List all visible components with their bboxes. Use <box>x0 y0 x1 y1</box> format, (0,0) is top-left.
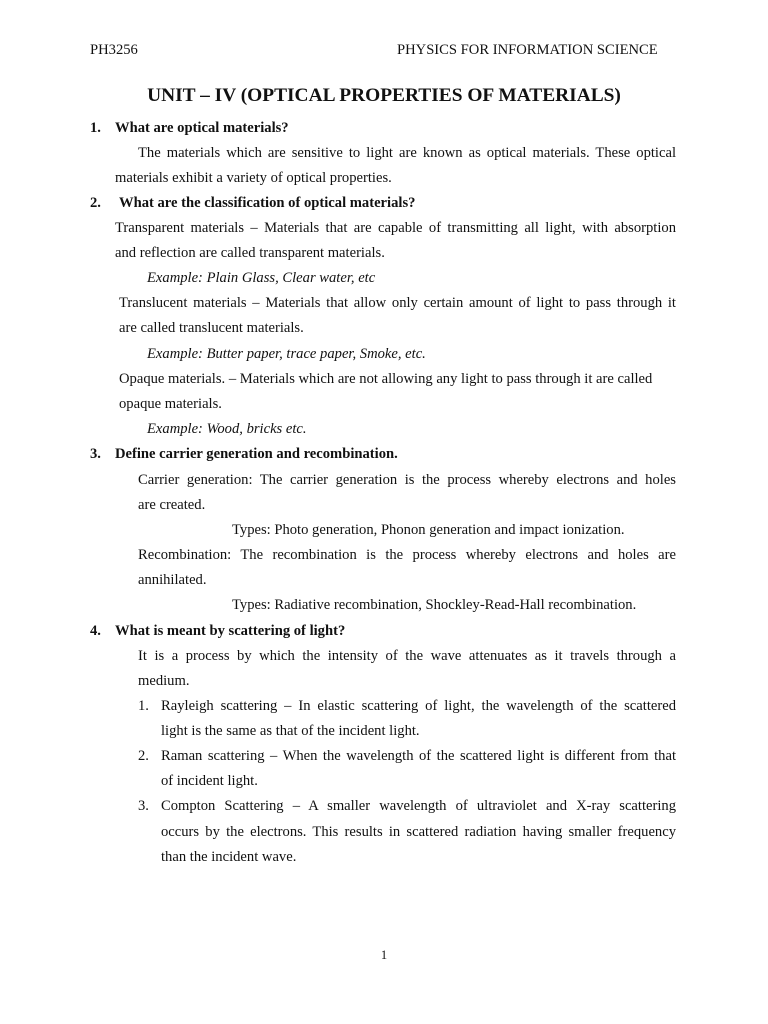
q2-line-2: and reflection are called transparent materials. <box>115 245 385 261</box>
question-number-3: 3. <box>90 446 101 462</box>
question-1-heading: What are optical materials? <box>115 120 289 136</box>
q3-line-2: are created. <box>138 497 206 513</box>
q4-line-1: It is a process by which the intensity of the wave attenuates as it travels through a <box>138 648 676 664</box>
q4-item-1-line-1: Rayleigh scattering – In elastic scattering of light, the wavelength of the scattered <box>161 698 676 714</box>
question-3-heading: Define carrier generation and recombination. <box>115 446 398 462</box>
q4-item-3-line-3: than the incident wave. <box>161 849 297 865</box>
q4-item-3-number: 3. <box>138 798 149 814</box>
q3-line-1: Carrier generation: The carrier generation is the process whereby electrons and holes <box>138 472 676 488</box>
question-number-1: 1. <box>90 120 101 136</box>
page-title: UNIT – IV (OPTICAL PROPERTIES OF MATERIALS) <box>147 85 621 106</box>
q3-types-2: Types: Radiative recombination, Shockley-Read-Hall recombination. <box>232 597 637 613</box>
page-number: 1 <box>380 948 388 962</box>
header-course-title: PHYSICS FOR INFORMATION SCIENCE <box>397 42 658 58</box>
q2-line-7: Opaque materials. – Materials which are not allowing any light to pass through it are called <box>119 371 653 387</box>
q3-types-1: Types: Photo generation, Phonon generation and impact ionization. <box>232 522 625 538</box>
q1-line-1: The materials which are sensitive to light are known as optical materials. These optical <box>138 145 676 161</box>
question-number-2: 2. <box>90 195 101 211</box>
q4-line-2: medium. <box>138 673 190 689</box>
q4-item-1-number: 1. <box>138 698 149 714</box>
q2-line-5: are called translucent materials. <box>119 320 304 336</box>
q4-item-2-line-1: Raman scattering – When the wavelength of the scattered light is different from that <box>161 748 676 764</box>
q4-item-2-line-2: of incident light. <box>161 773 258 789</box>
q2-line-1: Transparent materials – Materials that are capable of transmitting all light, with absorption <box>115 220 676 236</box>
q2-example-1: Example: Plain Glass, Clear water, etc <box>147 270 376 286</box>
question-4-heading: What is meant by scattering of light? <box>115 623 346 639</box>
q2-example-2: Example: Butter paper, trace paper, Smoke, etc. <box>147 346 426 362</box>
q3-line-4: Recombination: The recombination is the process whereby electrons and holes are <box>138 547 676 563</box>
q4-item-1-line-2: light is the same as that of the incident light. <box>161 723 420 739</box>
header-course-code: PH3256 <box>90 42 138 58</box>
question-2-heading: What are the classification of optical materials? <box>119 195 416 211</box>
q4-item-3-line-2: occurs by the electrons. This results in scattered radiation having smaller frequency <box>161 824 676 840</box>
q4-item-2-number: 2. <box>138 748 149 764</box>
q4-item-3-line-1: Compton Scattering – A smaller wavelength of ultraviolet and X-ray scattering <box>161 798 676 814</box>
question-number-4: 4. <box>90 623 101 639</box>
q2-line-8: opaque materials. <box>119 396 222 412</box>
q1-line-2: materials exhibit a variety of optical properties. <box>115 170 392 186</box>
q2-example-3: Example: Wood, bricks etc. <box>147 421 307 437</box>
q3-line-5: annihilated. <box>138 572 207 588</box>
q2-line-4: Translucent materials – Materials that allow only certain amount of light to pass through it <box>119 295 676 311</box>
